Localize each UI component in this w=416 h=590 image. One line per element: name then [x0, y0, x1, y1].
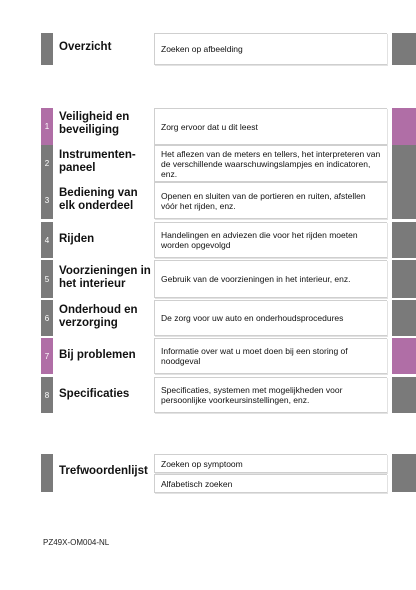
chapter-5-number: 5: [41, 260, 53, 298]
chapter-7-number: 7: [41, 338, 53, 374]
chapter-8-right-tab: [392, 377, 416, 413]
chapter-1-number: 1: [41, 108, 53, 145]
chapter-1-title[interactable]: Veiligheid en beveiliging: [59, 111, 130, 136]
chapter-7-right-tab: [392, 338, 416, 374]
chapter-4-desc[interactable]: Handelingen en adviezen die voor het rijden moeten worden opgevolgd: [154, 222, 387, 258]
chapter-8-number: 8: [41, 377, 53, 413]
chapter-1-desc[interactable]: Zorg ervoor dat u dit leest: [154, 108, 387, 145]
chapter-2-number: 2: [41, 145, 53, 182]
chapter-4-title[interactable]: Rijden: [59, 233, 95, 245]
index-item-alphabetical[interactable]: Alfabetisch zoeken: [154, 474, 387, 493]
chapter-8-desc[interactable]: Specificaties, systemen met mogelijkheden voor persoonlijke voorkeursinstellingen, enz.: [154, 377, 387, 413]
overview-title[interactable]: Overzicht: [59, 41, 112, 53]
chapter-5-desc[interactable]: Gebruik van de voorzieningen in het interieur, enz.: [154, 260, 387, 298]
chapter-2-desc[interactable]: Het aflezen van de meters en tellers, het interpreteren van de verschillende waarschuwingslampjes en indicatoren, enz.: [154, 145, 387, 182]
chapter-7-title[interactable]: Bij problemen: [59, 349, 136, 361]
chapter-6-right-tab: [392, 300, 416, 336]
chapter-3-desc[interactable]: Openen en sluiten van de portieren en ruiten, afstellen vóór het rijden, enz.: [154, 182, 387, 219]
index-tab: [41, 454, 53, 492]
chapter-1-right-tab: [392, 108, 416, 145]
chapter-3-right-tab: [392, 182, 416, 219]
chapter-2-right-tab: [392, 145, 416, 182]
overview-desc[interactable]: Zoeken op afbeelding: [154, 33, 387, 65]
chapter-4-number: 4: [41, 222, 53, 258]
index-title[interactable]: Trefwoordenlijst: [59, 465, 148, 477]
chapter-7-desc[interactable]: Informatie over wat u moet doen bij een storing of noodgeval: [154, 338, 387, 374]
chapter-3-title[interactable]: Bediening van elk onderdeel: [59, 187, 138, 212]
chapter-5-right-tab: [392, 260, 416, 298]
chapter-2-title[interactable]: Instrumenten-paneel: [59, 149, 136, 174]
chapter-8-title[interactable]: Specificaties: [59, 388, 130, 400]
chapter-3-number: 3: [41, 182, 53, 219]
document-code: PZ49X-OM004-NL: [43, 538, 110, 547]
chapter-6-desc[interactable]: De zorg voor uw auto en onderhoudsprocedures: [154, 300, 387, 336]
chapter-5-title[interactable]: Voorzieningen in het interieur: [59, 265, 151, 290]
index-item-symptom[interactable]: Zoeken op symptoom: [154, 454, 387, 473]
chapter-4-right-tab: [392, 222, 416, 258]
chapter-6-title[interactable]: Onderhoud en verzorging: [59, 304, 138, 329]
overview-right-tab: [392, 33, 416, 65]
index-right-tab: [392, 454, 416, 492]
overview-tab: [41, 33, 53, 65]
chapter-6-number: 6: [41, 300, 53, 336]
